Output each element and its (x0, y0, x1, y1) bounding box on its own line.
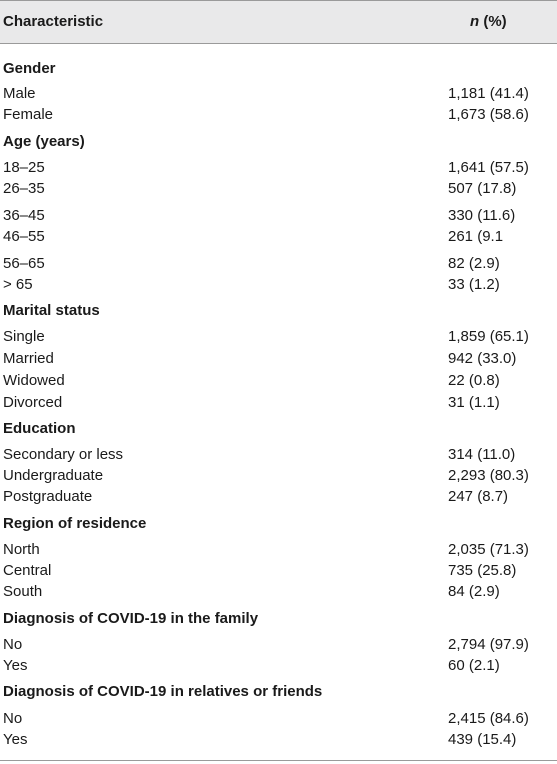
table-bottom-rule (0, 760, 557, 761)
header-characteristic: Characteristic (3, 13, 104, 30)
row-label: 26–35 (3, 180, 45, 197)
table-header (0, 0, 557, 44)
row-label: Married (3, 350, 54, 367)
row-label: 36–45 (3, 207, 45, 224)
table-row (0, 328, 557, 348)
row-label: South (3, 583, 43, 600)
section-title-diagnosis-family: Diagnosis of COVID-19 in the family (3, 610, 259, 627)
table-row (0, 488, 557, 508)
row-value: 942 (33.0) (448, 350, 517, 367)
row-value: 2,794 (97.9) (448, 636, 529, 653)
row-value: 2,415 (84.6) (448, 710, 529, 727)
section-title-age: Age (years) (3, 133, 85, 150)
row-value: 2,293 (80.3) (448, 467, 529, 484)
table-row (0, 207, 557, 227)
table-row (0, 180, 557, 200)
section-title-diagnosis-relatives: Diagnosis of COVID-19 in relatives or friends (3, 683, 323, 700)
row-value: 314 (11.0) (448, 446, 516, 463)
row-value: 735 (25.8) (448, 562, 517, 579)
header-n: n (470, 13, 480, 30)
row-value: 82 (2.9) (448, 255, 500, 272)
row-value: 439 (15.4) (448, 731, 517, 748)
table-row (0, 159, 557, 179)
row-value: 507 (17.8) (448, 180, 517, 197)
row-label: Female (3, 106, 54, 123)
table-row (0, 394, 557, 414)
header-percent: (%) (479, 13, 507, 30)
row-label: 18–25 (3, 159, 45, 176)
row-label: 56–65 (3, 255, 45, 272)
row-value: 22 (0.8) (448, 372, 500, 389)
row-label: Single (3, 328, 45, 345)
table-row (0, 350, 557, 370)
row-value: 1,673 (58.6) (448, 106, 529, 123)
row-label: Postgraduate (3, 488, 93, 505)
row-label: Secondary or less (3, 446, 124, 463)
table-row (0, 583, 557, 603)
row-label: Yes (3, 657, 28, 674)
table-row (0, 636, 557, 656)
row-label: Widowed (3, 372, 65, 389)
row-value: 247 (8.7) (448, 488, 509, 505)
row-value: 84 (2.9) (448, 583, 500, 600)
table-row (0, 467, 557, 487)
row-label: > 65 (3, 276, 33, 293)
table-row (0, 276, 557, 296)
table-row (0, 106, 557, 126)
row-value: 1,181 (41.4) (448, 85, 529, 102)
section-title-marital-status: Marital status (3, 302, 100, 319)
table-row (0, 657, 557, 677)
row-label: Male (3, 85, 36, 102)
row-value: 1,859 (65.1) (448, 328, 529, 345)
table-row (0, 731, 557, 751)
table-row (0, 255, 557, 275)
table-row (0, 710, 557, 730)
row-value: 31 (1.1) (448, 394, 500, 411)
row-value: 1,641 (57.5) (448, 159, 529, 176)
row-value: 60 (2.1) (448, 657, 500, 674)
row-label: North (3, 541, 40, 558)
row-label: Yes (3, 731, 28, 748)
row-label: Central (3, 562, 52, 579)
row-label: No (3, 636, 23, 653)
table-row (0, 562, 557, 582)
table-row (0, 228, 557, 248)
row-value: 2,035 (71.3) (448, 541, 529, 558)
header-n-percent (470, 13, 507, 30)
row-label: No (3, 710, 23, 727)
row-value: 33 (1.2) (448, 276, 500, 293)
section-title-education: Education (3, 420, 76, 437)
row-label: Divorced (3, 394, 63, 411)
row-label: 46–55 (3, 228, 45, 245)
table-row (0, 372, 557, 392)
row-value: 330 (11.6) (448, 207, 516, 224)
row-label: Undergraduate (3, 467, 104, 484)
row-value: 261 (9.1 (448, 228, 504, 245)
table-row (0, 85, 557, 105)
table-row (0, 541, 557, 561)
section-title-region: Region of residence (3, 515, 147, 532)
table-row (0, 446, 557, 466)
section-title-gender: Gender (3, 60, 56, 77)
